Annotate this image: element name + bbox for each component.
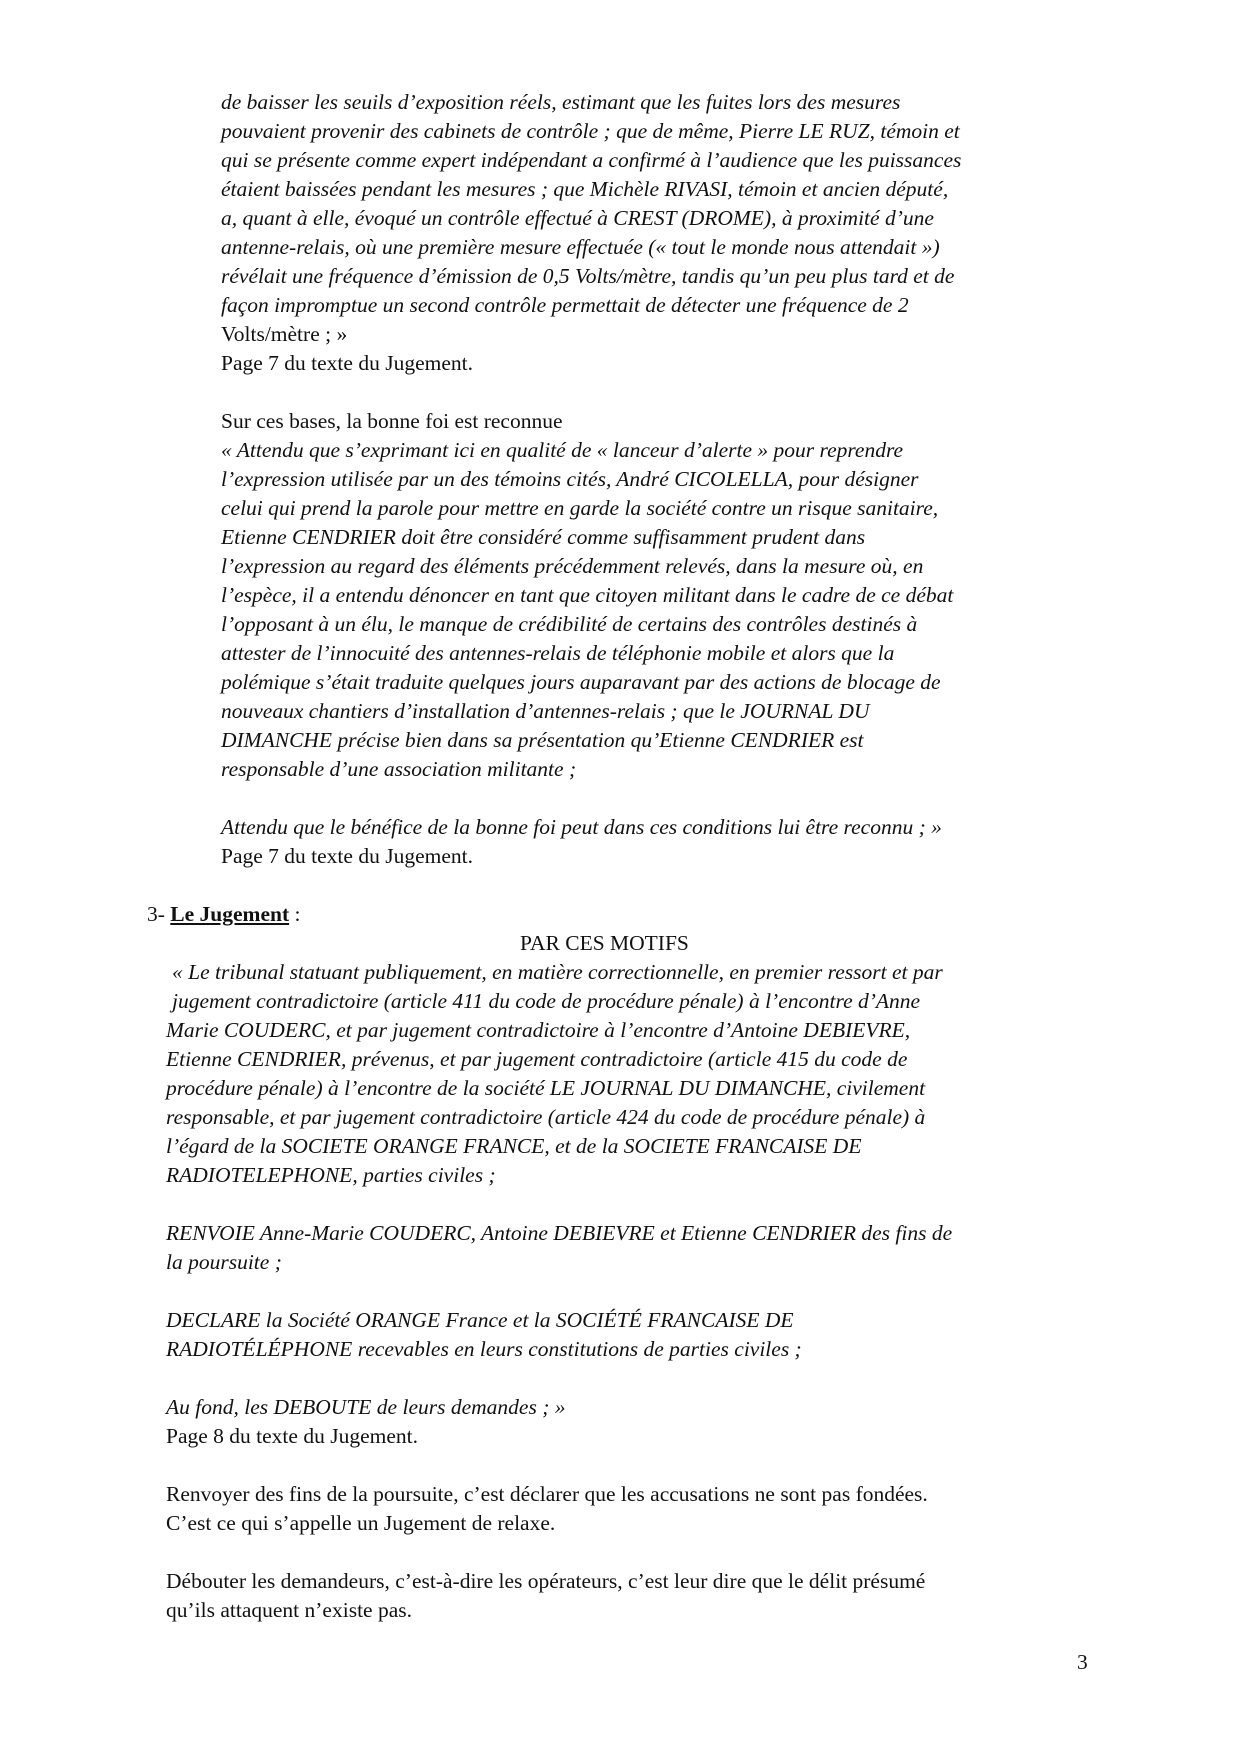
- quote4-line: procédure pénale) à l’encontre de la société LE JOURNAL DU DIMANCHE, civilement: [166, 1076, 926, 1100]
- quote2-line: polémique s’était traduite quelques jours auparavant par des actions de blocage de: [221, 670, 941, 694]
- quote2-line: attester de l’innocuité des antennes-relais de téléphonie mobile et alors que la: [221, 641, 895, 665]
- section-number: 3-: [147, 902, 171, 926]
- section-colon: :: [289, 902, 301, 926]
- quote2-line: l’espèce, il a entendu dénoncer en tant que citoyen militant dans le cadre de ce débat: [221, 583, 954, 607]
- quote5-line: RENVOIE Anne-Marie COUDERC, Antoine DEBIEVRE et Etienne CENDRIER des fins de: [166, 1221, 953, 1245]
- quote2-line: l’expression utilisée par un des témoins cités, André CICOLELLA, pour désigner: [221, 467, 919, 491]
- quote2-line: « Attendu que s’exprimant ici en qualité de « lanceur d’alerte » pour reprendre: [221, 438, 904, 462]
- quote6-line: RADIOTÉLÉPHONE recevables en leurs constitutions de parties civiles ;: [166, 1337, 802, 1361]
- conclusion-line: Renvoyer des fins de la poursuite, c’est déclarer que les accusations ne sont pas fondées.: [166, 1482, 928, 1506]
- quote1-line: révélait une fréquence d’émission de 0,5 Volts/mètre, tandis qu’un peu plus tard et de: [221, 264, 955, 288]
- page-reference: Page 7 du texte du Jugement.: [221, 351, 473, 375]
- section-title: Le Jugement: [170, 902, 290, 926]
- quote4-line: responsable, et par jugement contradictoire (article 424 du code de procédure pénale) à: [166, 1105, 926, 1129]
- bases-intro: Sur ces bases, la bonne foi est reconnue: [221, 409, 563, 433]
- conclusion-line: qu’ils attaquent n’existe pas.: [166, 1598, 412, 1622]
- quote4-line: Marie COUDERC, et par jugement contradictoire à l’encontre d’Antoine DEBIEVRE,: [166, 1018, 911, 1042]
- quote1-line: étaient baissées pendant les mesures ; que Michèle RIVASI, témoin et ancien député,: [221, 177, 949, 201]
- quote4-line: Etienne CENDRIER, prévenus, et par jugement contradictoire (article 415 du code de: [166, 1047, 908, 1071]
- page-number: 3: [1077, 1650, 1088, 1674]
- section-heading: [147, 900, 300, 929]
- conclusion-line: C’est ce qui s’appelle un Jugement de relaxe.: [166, 1511, 556, 1535]
- quote2-line: l’opposant à un élu, le manque de crédibilité de certains des contrôles destinés à: [221, 612, 918, 636]
- quote1-line: pouvaient provenir des cabinets de contrôle ; que de même, Pierre LE RUZ, témoin et: [221, 119, 960, 143]
- conclusion-line: Débouter les demandeurs, c’est-à-dire les opérateurs, c’est leur dire que le délit présumé: [166, 1569, 926, 1593]
- quote2-line: DIMANCHE précise bien dans sa présentation qu’Etienne CENDRIER est: [221, 728, 864, 752]
- quote2-line: Etienne CENDRIER doit être considéré comme suffisamment prudent dans: [221, 525, 866, 549]
- motifs-title: PAR CES MOTIFS: [520, 931, 689, 955]
- quote7-line: Au fond, les DEBOUTE de leurs demandes ; »: [166, 1395, 566, 1419]
- quote4-line: l’égard de la SOCIETE ORANGE FRANCE, et de la SOCIETE FRANCAISE DE: [166, 1134, 862, 1158]
- quote3-line: Attendu que le bénéfice de la bonne foi peut dans ces conditions lui être reconnu ; »: [221, 815, 942, 839]
- quote1-tail: Volts/mètre ; »: [221, 322, 348, 346]
- quote4-line: jugement contradictoire (article 411 du code de procédure pénale) à l’encontre d’Anne: [172, 989, 921, 1013]
- quote6-line: DECLARE la Société ORANGE France et la SOCIÉTÉ FRANCAISE DE: [166, 1308, 794, 1332]
- quote1-line: a, quant à elle, évoqué un contrôle effectué à CREST (DROME), à proximité d’une: [221, 206, 934, 230]
- quote2-line: responsable d’une association militante ;: [221, 757, 577, 781]
- quote1-line: façon impromptue un second contrôle permettait de détecter une fréquence de 2: [221, 293, 909, 317]
- quote2-line: l’expression au regard des éléments précédemment relevés, dans la mesure où, en: [221, 554, 924, 578]
- quote2-line: nouveaux chantiers d’installation d’antennes-relais ; que le JOURNAL DU: [221, 699, 870, 723]
- quote4-line: « Le tribunal statuant publiquement, en matière correctionnelle, en premier ressort et par: [172, 960, 943, 984]
- quote5-line: la poursuite ;: [166, 1250, 282, 1274]
- quote4-line: RADIOTELEPHONE, parties civiles ;: [166, 1163, 496, 1187]
- page-reference: Page 8 du texte du Jugement.: [166, 1424, 418, 1448]
- quote2-line: celui qui prend la parole pour mettre en garde la société contre un risque sanitaire,: [221, 496, 939, 520]
- quote1-line: qui se présente comme expert indépendant a confirmé à l’audience que les puissances: [221, 148, 962, 172]
- quote1-line: antenne-relais, où une première mesure effectuée (« tout le monde nous attendait »): [221, 235, 940, 259]
- page-reference: Page 7 du texte du Jugement.: [221, 844, 473, 868]
- quote1-line: de baisser les seuils d’exposition réels, estimant que les fuites lors des mesures: [221, 90, 901, 114]
